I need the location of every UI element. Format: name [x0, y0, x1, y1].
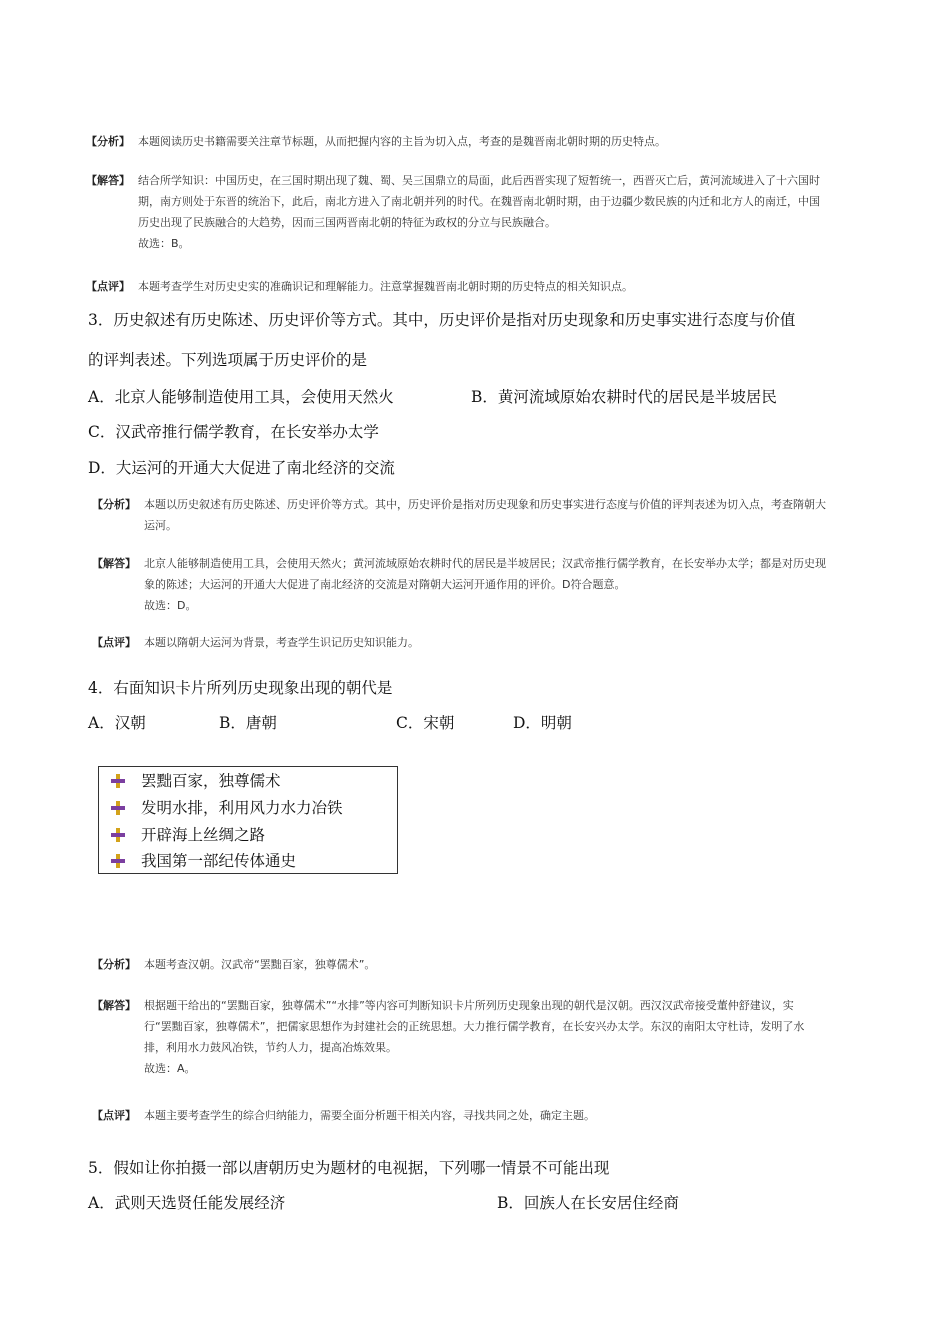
q4-answer — [92, 995, 805, 1075]
answer-line: 结合所学知识：中国历史，在三国时期出现了魏、蜀、吴三国鼎立的局面，此后西晋实现了短暂统一，西晋灭亡后，黄河流域进入了十六国时 — [138, 174, 820, 187]
q3-option-a: A．北京人能够制造使用工具，会使用天然火 — [88, 388, 394, 406]
knowledge-card — [98, 766, 398, 874]
card-item-text: 发明水排，利用风力水力冶铁 — [141, 799, 343, 817]
arrow-bullet-icon — [111, 854, 125, 868]
answer-line: 历史出现了民族融合的大趋势，因而三国两晋南北朝的特征为政权的分立与民族融合。 — [138, 216, 556, 229]
prev-analysis — [86, 131, 666, 152]
q3-answer — [92, 553, 826, 612]
q3-option-c: C．汉武帝推行儒学教育，在长安举办太学 — [88, 423, 379, 441]
answer-tag: 【解答】 — [86, 174, 130, 187]
card-item — [111, 851, 296, 871]
comment-line: 本题主要考查学生的综合归纳能力，需要全面分析题干相关内容，寻找共同之处，确定主题。 — [144, 1109, 595, 1122]
q4-stem: 4．右面知识卡片所列历史现象出现的朝代是 — [88, 679, 393, 697]
answer-line: 排，利用水力鼓风冶铁，节约人力，提高冶炼效果。 — [144, 1041, 397, 1054]
card-item-text: 我国第一部纪传体通史 — [141, 852, 297, 870]
answer-line: 期，南方则处于东晋的统治下，此后，南北方进入了南北朝并列的时代。在魏晋南北朝时期，由于边疆少数民族的内迁和北方人的南迁，中国 — [138, 195, 820, 208]
comment-tag: 【点评】 — [92, 636, 136, 649]
q4-option-b: B．唐朝 — [219, 714, 277, 732]
prev-answer — [86, 170, 820, 250]
answer-line: 故选：B。 — [138, 237, 190, 250]
card-item — [111, 798, 343, 818]
q3-option-b: B．黄河流域原始农耕时代的居民是半坡居民 — [471, 388, 777, 406]
answer-line: 故选：A。 — [144, 1062, 196, 1075]
answer-line: 北京人能够制造使用工具，会使用天然火；黄河流域原始农耕时代的居民是半坡居民；汉武帝推行儒学教育，在长安举办太学；都是对历史现 — [144, 557, 826, 570]
answer-tag: 【解答】 — [92, 557, 136, 570]
analysis-line: 运河。 — [144, 519, 177, 532]
q5-option-a: A．武则天选贤任能发展经济 — [88, 1194, 286, 1212]
answer-line: 故选：D。 — [144, 599, 197, 612]
analysis-line: 本题阅读历史书籍需要关注章节标题，从而把握内容的主旨为切入点，考查的是魏晋南北朝时期的历史特点。 — [138, 135, 666, 148]
q3-stem-line: 的评判表述。下列选项属于历史评价的是 — [88, 351, 368, 369]
q4-option-d: D．明朝 — [513, 714, 572, 732]
arrow-bullet-icon — [111, 801, 125, 815]
comment-tag: 【点评】 — [86, 280, 130, 293]
card-item-text: 罢黜百家，独尊儒术 — [141, 772, 281, 790]
arrow-bullet-icon — [111, 774, 125, 788]
card-item — [111, 771, 281, 791]
analysis-tag: 【分析】 — [92, 958, 136, 971]
q4-analysis — [92, 954, 376, 975]
q3-stem-line: 3．历史叙述有历史陈述、历史评价等方式。其中，历史评价是指对历史现象和历史事实进行态度与价值 — [88, 311, 796, 329]
q4-option-c: C．宋朝 — [396, 714, 455, 732]
prev-comment — [86, 276, 633, 297]
q3-analysis — [92, 494, 826, 532]
card-item-text: 开辟海上丝绸之路 — [141, 826, 266, 844]
comment-line: 本题以隋朝大运河为背景，考查学生识记历史知识能力。 — [144, 636, 419, 649]
comment-line: 本题考查学生对历史史实的准确识记和理解能力。注意掌握魏晋南北朝时期的历史特点的相关知识点。 — [138, 280, 633, 293]
answer-line: 象的陈述；大运河的开通大大促进了南北经济的交流是对隋朝大运河开通作用的评价。D符合题意。 — [144, 578, 626, 591]
card-item — [111, 825, 265, 845]
q3-comment — [92, 632, 419, 653]
q4-option-a: A．汉朝 — [88, 714, 146, 732]
analysis-tag: 【分析】 — [92, 498, 136, 511]
q5-option-b: B．回族人在长安居住经商 — [497, 1194, 679, 1212]
q4-comment — [92, 1105, 595, 1126]
analysis-line: 本题以历史叙述有历史陈述、历史评价等方式。其中，历史评价是指对历史现象和历史事实进行态度与价值的评判表述为切入点，考查隋朝大 — [144, 498, 826, 511]
q5-stem: 5．假如让你拍摄一部以唐朝历史为题材的电视据，下列哪一情景不可能出现 — [88, 1159, 610, 1177]
answer-tag: 【解答】 — [92, 999, 136, 1012]
comment-tag: 【点评】 — [92, 1109, 136, 1122]
answer-line: 行“罢黜百家，独尊儒术”，把儒家思想作为封建社会的正统思想。大力推行儒学教育，在长安兴办太学。东汉的南阳太守杜诗，发明了水 — [144, 1020, 805, 1033]
analysis-line: 本题考查汉朝。汉武帝“罢黜百家，独尊儒术”。 — [144, 958, 376, 971]
answer-line: 根据题干给出的“罢黜百家，独尊儒术”“水排”等内容可判断知识卡片所列历史现象出现的朝代是汉朝。西汉汉武帝接受董仲舒建议，实 — [144, 999, 794, 1012]
q3-option-d: D．大运河的开通大大促进了南北经济的交流 — [88, 459, 395, 477]
analysis-tag: 【分析】 — [86, 135, 130, 148]
arrow-bullet-icon — [111, 828, 125, 842]
